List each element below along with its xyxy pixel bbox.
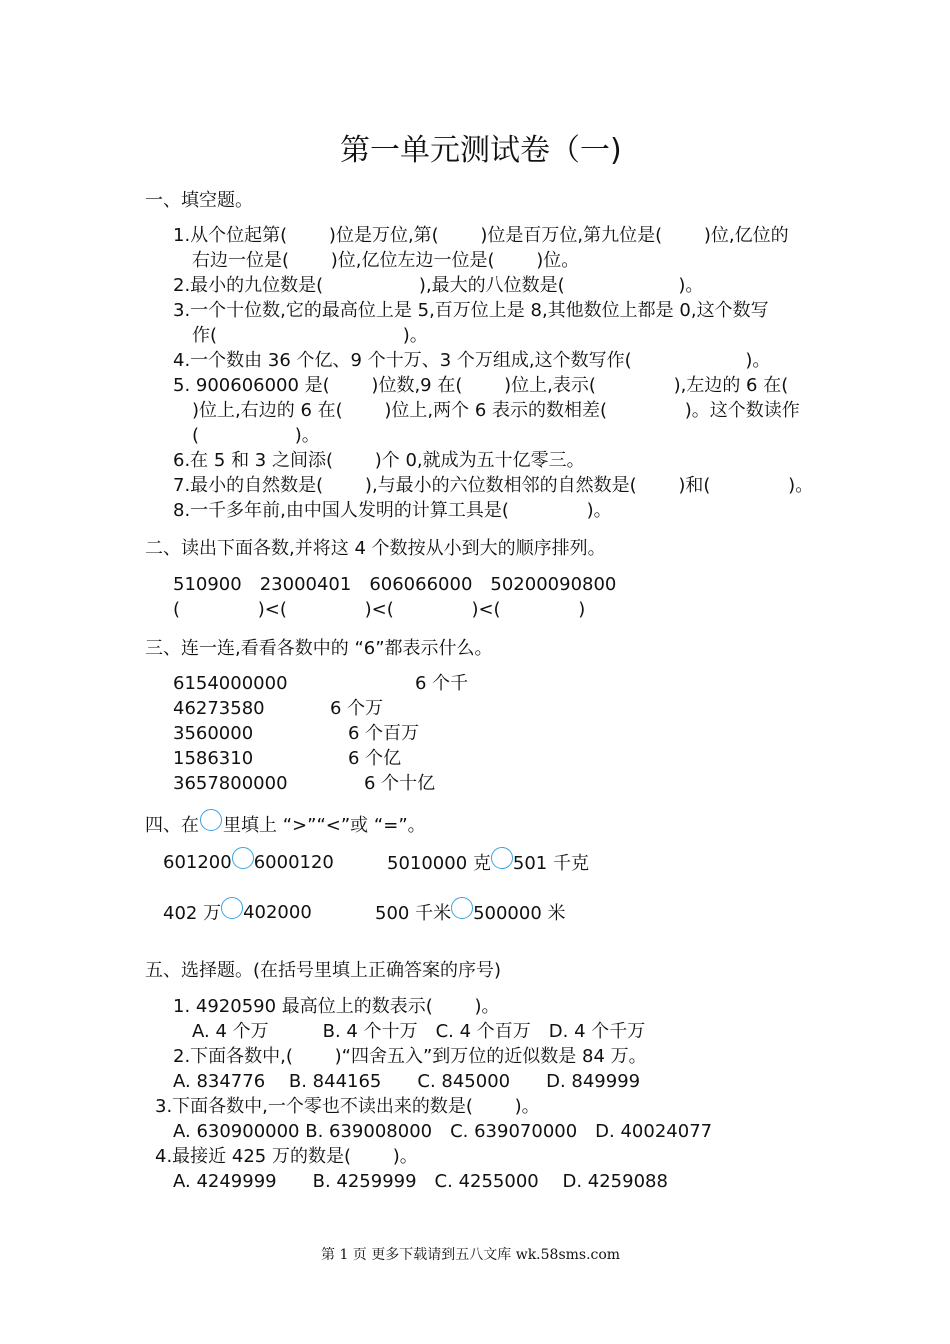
s4-pair-2-b: 501 千克 [512,853,589,874]
s1-line-7: 5. 900606000 是( )位数,9 在( )位上,表示( ),左边的 6 在( [173,375,789,396]
s4-pair-3 [163,900,312,924]
s1-line-10: 6.在 5 和 3 之间添( )个 0,就成为五十亿零三。 [173,450,585,471]
s3-left-1: 6154000000 [173,673,288,694]
s1-line-9: ( )。 [192,425,320,446]
compare-circle-2[interactable] [491,847,513,869]
compare-circle-icon [200,809,222,831]
s4-pair-3-b: 402000 [243,901,312,923]
s5-line-8: A. 4249999 B. 4259999 C. 4255000 D. 4259088 [173,1171,668,1192]
s3-right-1: 6 个千 [415,673,469,694]
section-5-heading: 五、选择题。(在括号里填上正确答案的序号) [145,960,502,981]
compare-circle-4[interactable] [451,897,473,919]
s5-line-7: 4.最接近 425 万的数是( )。 [155,1146,418,1167]
s4-heading-b: 里填上 “>”“<”或 “=”。 [223,815,426,836]
s3-left-5: 3657800000 [173,773,288,794]
page-title: 第一单元测试卷（一) [340,133,622,168]
s5-line-2: A. 4 个万 B. 4 个十万 C. 4 个百万 D. 4 个千万 [192,1021,646,1042]
compare-circle-1[interactable] [232,847,254,869]
s1-line-6: 4.一个数由 36 个亿、9 个十万、3 个万组成,这个数写作( )。 [173,350,771,371]
s5-line-6: A. 630900000 B. 639008000 C. 639070000 D. 40024077 [173,1121,713,1142]
s4-pair-2 [387,850,589,874]
s5-line-1: 1. 4920590 最高位上的数表示( )。 [173,996,500,1017]
s4-pair-2-a: 5010000 克 [387,853,491,874]
section-1-heading: 一、填空题。 [145,190,253,211]
s5-line-4: A. 834776 B. 844165 C. 845000 D. 849999 [173,1071,641,1092]
page-footer: 第 1 页 更多下载请到五八文库 wk.58sms.com [321,1247,621,1263]
s3-right-2: 6 个万 [330,698,384,719]
s4-pair-4-a: 500 千米 [375,903,452,924]
s4-pair-1-b: 6000120 [253,851,334,873]
compare-circle-3[interactable] [221,897,243,919]
s5-line-5: 3.下面各数中,一个零也不读出来的数是( )。 [155,1096,540,1117]
s3-right-5: 6 个十亿 [364,773,436,794]
s3-right-3: 6 个百万 [348,723,420,744]
s1-line-5: 作( )。 [192,325,428,346]
s3-left-2: 46273580 [173,698,265,719]
s2-order: ( )<( )<( )<( ) [173,599,586,620]
s3-left-3: 3560000 [173,723,254,744]
s1-line-11: 7.最小的自然数是( ),与最小的六位数相邻的自然数是( )和( )。 [173,475,814,496]
section-4-heading [145,812,426,836]
s1-line-1: 1.从个位起第( )位是万位,第( )位是百万位,第九位是( )位,亿位的 [173,225,789,246]
s3-left-4: 1586310 [173,748,254,769]
s4-pair-4-b: 500000 米 [473,903,566,924]
s4-pair-1-a: 601200 [163,851,232,873]
s1-line-4: 3.一个十位数,它的最高位上是 5,百万位上是 8,其他数位上都是 0,这个数写 [173,300,769,321]
section-2-heading: 二、读出下面各数,并将这 4 个数按从小到大的顺序排列。 [145,538,606,559]
s1-line-2: 右边一位是( )位,亿位左边一位是( )位。 [192,250,580,271]
s1-line-8: )位上,右边的 6 在( )位上,两个 6 表示的数相差( )。这个数读作 [192,400,800,421]
s1-line-12: 8.一千多年前,由中国人发明的计算工具是( )。 [173,500,612,521]
s4-heading-a: 四、在 [145,815,199,836]
s5-line-3: 2.下面各数中,( )“四舍五入”到万位的近似数是 84 万。 [173,1046,647,1067]
s4-pair-1 [163,850,334,874]
s4-pair-4 [375,900,566,924]
section-3-heading: 三、连一连,看看各数中的 “6”都表示什么。 [145,638,493,659]
s2-numbers: 510900 23000401 606066000 50200090800 [173,574,617,595]
s4-pair-3-a: 402 万 [163,903,222,924]
s3-right-4: 6 个亿 [348,748,402,769]
s1-line-3: 2.最小的九位数是( ),最大的八位数是( )。 [173,275,704,296]
